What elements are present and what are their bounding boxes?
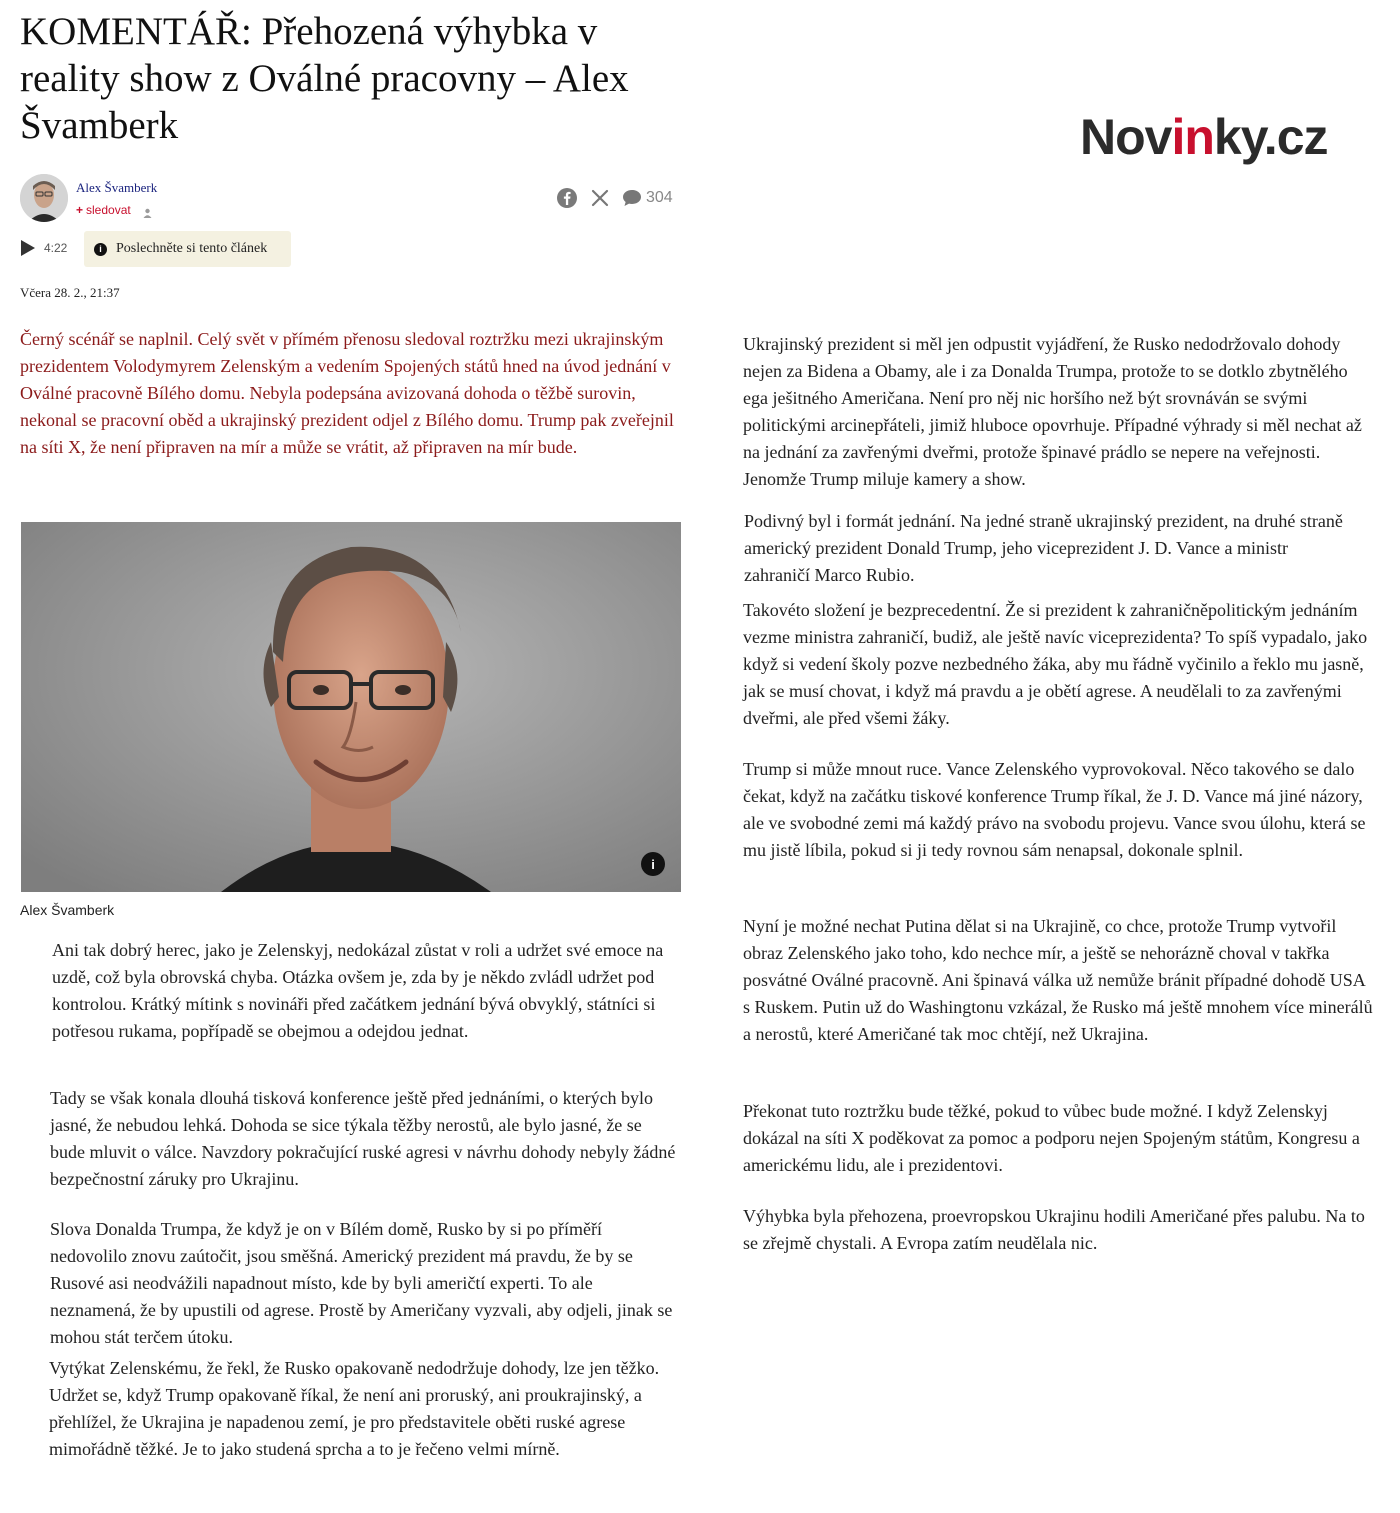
- body-paragraph: Tady se však konala dlouhá tisková konference ještě před jednáními, o kterých bylo jasné, že nebudou lehká. Dohoda se sice týkala těžby nerostů, ale bylo jasné, že se bude mluvit o válce. Navzdory pokračující ruské agresi v návrhu dohody nebyly žádné bezpečnostní záruky pro Ukrajinu.: [50, 1088, 676, 1189]
- listen-label: Poslechněte si tento článek: [116, 241, 268, 256]
- facebook-icon[interactable]: [556, 187, 578, 209]
- body-paragraph: Ani tak dobrý herec, jako je Zelenskyj, nedokázal zůstat v roli a udržet své emoce na uzdě, což byla obrovská chyba. Otázka ovšem je, zda by je někdo zvládl udržet pod kontrolou. Krátký mítink s novináři před začátkem jednání bývá obvyklý, státníci si potřesou rukama, popřípadě se obejmou a odejdou jednat.: [52, 940, 664, 1041]
- site-logo[interactable]: [1080, 108, 1328, 166]
- body-paragraph: Slova Donalda Trumpa, že když je on v Bílém domě, Rusko by si po příměří nedovolilo znovu zaútočit, jsou směšná. Americký prezident má pravdu, že by se Rusové asi neodvážili napadnout místo, kde by byli američtí experti. To ale neznamená, že by upustili od agrese. Prostě by Američany vyzvali, aby odjeli, jinak se mohou stát terčem útoku.: [50, 1219, 673, 1347]
- author-photo[interactable]: [21, 522, 681, 892]
- share-bar: [556, 186, 673, 210]
- body-paragraph: Nyní je možné nechat Putina dělat si na Ukrajině, co chce, protože Trump vytvořil obraz Zelenského jako toho, kdo nechce mír, a ještě se nehorázně choval v takřka posvátné Oválné pracovně. Ani špinavá válka už nemůže bránit případné dohodě USA s Ruskem. Putin už do Washingtonu vzkázal, že Rusko má ještě mnohem více minerálů a nerostů, které Američané tak moc chtějí, než Ukrajina.: [743, 916, 1373, 1044]
- photo-info-button[interactable]: [641, 852, 665, 876]
- avatar-photo: [20, 174, 68, 222]
- photo-info-icon: i: [651, 856, 655, 872]
- body-paragraph: Takovéto složení je bezprecedentní. Že si prezident k zahraničněpolitickým jednáním vezme ministra zahraničí, budiž, ale ještě navíc viceprezidenta? To spíš vypadalo, jako když si vedení školy pozve nezbedného žáka, aby mu řádně vyčinilo a řeklo mu jasně, jak se musí chovat, i když má pravdu a je obětí agrese. A neudělali to za zavřenými dveřmi, ale před všemi žáky.: [743, 600, 1368, 728]
- follow-label: sledovat: [86, 203, 131, 217]
- comments-button[interactable]: [622, 189, 673, 207]
- play-button[interactable]: [20, 239, 36, 262]
- article-title: KOMENTÁŘ: Přehozená výhybka v reality show z Oválné pracovny – Alex Švamberk: [20, 10, 629, 147]
- body-paragraph: Výhybka byla přehozena, proevropskou Ukrajinu hodili Američané přes palubu. Na to se zřejmě chystali. A Evropa zatím neudělala nic.: [743, 1206, 1365, 1253]
- person-icon: [143, 205, 152, 223]
- logo-part-2: in: [1171, 109, 1214, 165]
- listen-article-button[interactable]: [84, 231, 291, 267]
- body-paragraph: Ukrajinský prezident si měl jen odpustit vyjádření, že Rusko nedodržovalo dohody nejen za Bidena a Obamy, ale i za Donalda Trumpa, protože to se dotklo zbytnělého ega ješitného Američana. Není pro něj nic horšího než být srovnáván se svými politickými arcinepřáteli, jimiž hluboce opovrhuje. Případné výhrady si měl nechat až na jednání za zavřenými dveřmi, protože špinavé prádlo se nepere na veřejnosti. Jenomže Trump miluje kamery a show.: [743, 334, 1362, 489]
- plus-icon: +: [76, 203, 84, 217]
- body-paragraph: Překonat tuto roztržku bude těžké, pokud to vůbec bude možné. I když Zelenskyj dokázal na síti X poděkovat za pomoc a podporu nejen Spojeným státům, Kongresu a americkému lidu, ale i prezidentovi.: [743, 1101, 1360, 1175]
- play-icon: [20, 239, 36, 257]
- follow-button[interactable]: [76, 203, 131, 217]
- article-lead: Černý scénář se naplnil. Celý svět v přímém přenosu sledoval roztržku mezi ukrajinským prezidentem Volodymyrem Zelenským a vedením Spojených států hned na úvod jednání v Oválné pracovně Bílého domu. Nebyla podepsána avizovaná dohoda o těžbě surovin, nekonal se pracovní oběd a ukrajinský prezident odjel z Bílého domu. Trump pak zveřejnil na síti X, že není připraven na mír a může se vrátit, až připraven na mír bude.: [20, 329, 674, 457]
- author-portrait: [21, 522, 681, 892]
- audio-duration: 4:22: [44, 241, 68, 255]
- x-icon[interactable]: [590, 188, 610, 208]
- info-icon: i: [94, 243, 107, 256]
- photo-caption: Alex Švamberk: [20, 902, 115, 918]
- body-paragraph: Trump si může mnout ruce. Vance Zelenského vyprovokoval. Něco takového se dalo čekat, když na začátku tiskové konference Trump říkal, že J. D. Vance má jiné názory, ale ve svobodné zemi má každý právo na svobodu projevu. Vance svou úlohu, která se mu jistě líbila, pokud si ji tedy rovnou sám nenapsal, dokonale splnil.: [743, 759, 1366, 860]
- logo-part-3: ky.cz: [1213, 109, 1328, 165]
- body-paragraph: Podivný byl i formát jednání. Na jedné straně ukrajinský prezident, na druhé straně americký prezident Donald Trump, jeho viceprezident J. D. Vance a ministr zahraničí Marco Rubio.: [744, 511, 1343, 585]
- body-paragraph: Vytýkat Zelenskému, že řekl, že Rusko opakovaně nedodržuje dohody, lze jen těžko. Udržet se, když Trump opakovaně říkal, že není ani proruský, ani proukrajinský, a přehlížel, že Ukrajina je napadenou zemí, je pro představitele oběti ruské agrese mimořádně těžké. Je to jako studená sprcha a to je řečeno velmi mírně.: [49, 1358, 660, 1459]
- author-link[interactable]: Alex Švamberk: [76, 180, 158, 195]
- article-date: Včera 28. 2., 21:37: [20, 285, 120, 300]
- avatar[interactable]: [20, 174, 68, 222]
- logo-part-1: Nov: [1080, 109, 1172, 165]
- comment-count: 304: [646, 189, 673, 206]
- comment-icon: [622, 189, 642, 207]
